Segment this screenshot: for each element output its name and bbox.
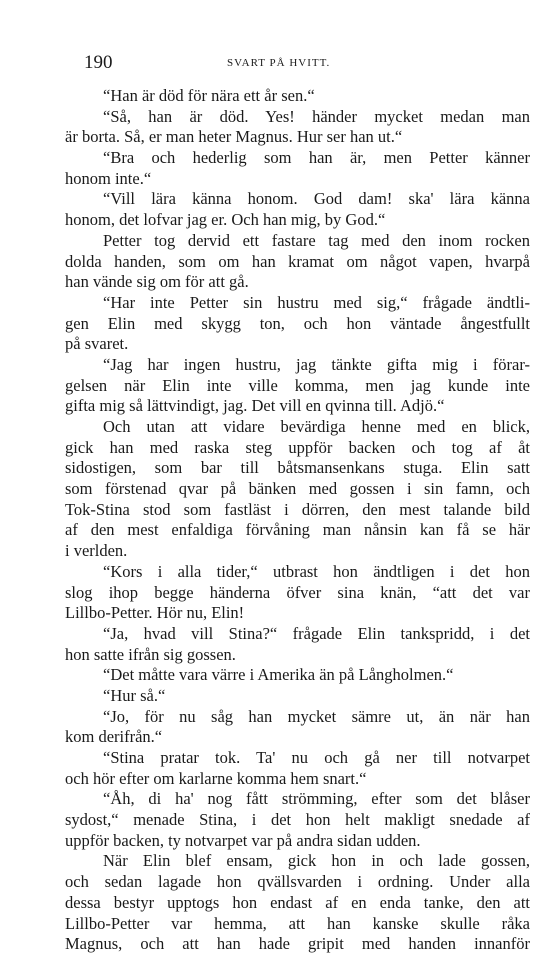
text-line: Och utan att vidare bevärdiga henne med en blick,	[103, 417, 530, 436]
text-line: “Åh, di ha' nog fått strömming, efter som det blåser	[103, 789, 530, 809]
text-line: på svaret.	[65, 334, 129, 354]
text-line: och hör efter om karlarne komma hem snart.“	[65, 768, 367, 788]
text-line: “Så, han är död. Yes! händer mycket medan man	[103, 106, 530, 126]
text-line: uppför backen, ty notvarpet var på andra sidan udden.	[65, 830, 421, 850]
text-line: “Han är död för nära ett år sen.“	[103, 86, 315, 105]
text-line: Lillbo-Petter. Hör nu, Elin!	[65, 603, 245, 623]
text-line: är borta. Så, er man heter Magnus. Hur ser han ut.“	[65, 127, 403, 147]
text-line: han vände sig om för att gå.	[65, 272, 249, 292]
body-text	[65, 86, 530, 955]
text-line: Tok-Stina stod som fastläst i dörren, den mest talande bild	[65, 499, 530, 519]
text-line: i verlden.	[65, 541, 128, 561]
text-line: sydost,“ menade Stina, i det hon helt makligt snedade af	[65, 810, 530, 830]
text-line: “Hur så.“	[103, 685, 166, 705]
text-line: honom, det lofvar jag er. Och han mig, by God.“	[65, 210, 386, 230]
text-line: honom inte.“	[65, 168, 152, 188]
text-line: “Jo, för nu såg han mycket sämre ut, än när han	[103, 706, 530, 726]
text-line: hon satte ifrån sig gossen.	[65, 644, 236, 664]
running-head: SVART PÅ HVITT.	[227, 57, 331, 69]
text-line: “Vill lära känna honom. God dam! ska' lära känna	[103, 189, 530, 209]
text-line: som förstenad qvar på bänken med gossen i sin famn, och	[65, 479, 530, 499]
text-line: “Stina pratar tok. Ta' nu och gå ner till notvarpet	[103, 748, 530, 767]
text-line: och sedan lagade hon qvällsvarden i ordning. Under alla	[65, 872, 530, 892]
text-line: “Bra och hederlig som han är, men Petter känner	[103, 148, 530, 168]
text-line: af den mest enfaldiga förvåning man nånsin kan få se här	[65, 520, 530, 540]
text-line: gick han med raska steg uppför backen och tog af åt	[65, 437, 530, 457]
text-line: dessa bestyr upptogs hon endast af en enda tanke, den att	[65, 892, 530, 912]
text-line: gifta mig så lättvindigt, jag. Det vill en qvinna till. Adjö.“	[65, 396, 445, 416]
text-line: När Elin blef ensam, gick hon in och lade gossen,	[103, 851, 530, 871]
page-number: 190	[84, 52, 113, 73]
text-line: gen Elin med skygg ton, och hon väntade ångestfullt	[65, 313, 530, 333]
text-line: Petter tog dervid ett fastare tag med den inom rocken	[103, 230, 530, 250]
text-line: Lillbo-Petter var hemma, att han kanske skulle råka	[65, 913, 530, 933]
text-line: kom derifrån.“	[65, 727, 163, 747]
text-line: sidostigen, som bar till båtsmansenkans stuga. Elin satt	[65, 458, 530, 478]
text-line: slog ihop begge händerna öfver sina knän, “att det var	[65, 582, 530, 602]
text-line: “Jag har ingen hustru, jag tänkte gifta mig i förar-	[103, 354, 530, 374]
page-header	[64, 52, 538, 76]
text-line: gelsen när Elin inte ville komma, men jag kunde inte	[65, 375, 530, 395]
text-line: “Har inte Petter sin hustru med sig,“ frågade ändtli-	[103, 292, 530, 312]
text-line: “Ja, hvad vill Stina?“ frågade Elin tankspridd, i det	[103, 623, 530, 643]
text-line: Magnus, och att han hade gripit med handen innanför	[65, 934, 530, 954]
text-line: “Kors i alla tider,“ utbrast hon ändtligen i det hon	[103, 561, 530, 581]
text-line: “Det måtte vara värre i Amerika än på Långholmen.“	[103, 665, 454, 685]
text-line: dolda handen, som om han kramat om något vapen, hvarpå	[65, 251, 530, 271]
